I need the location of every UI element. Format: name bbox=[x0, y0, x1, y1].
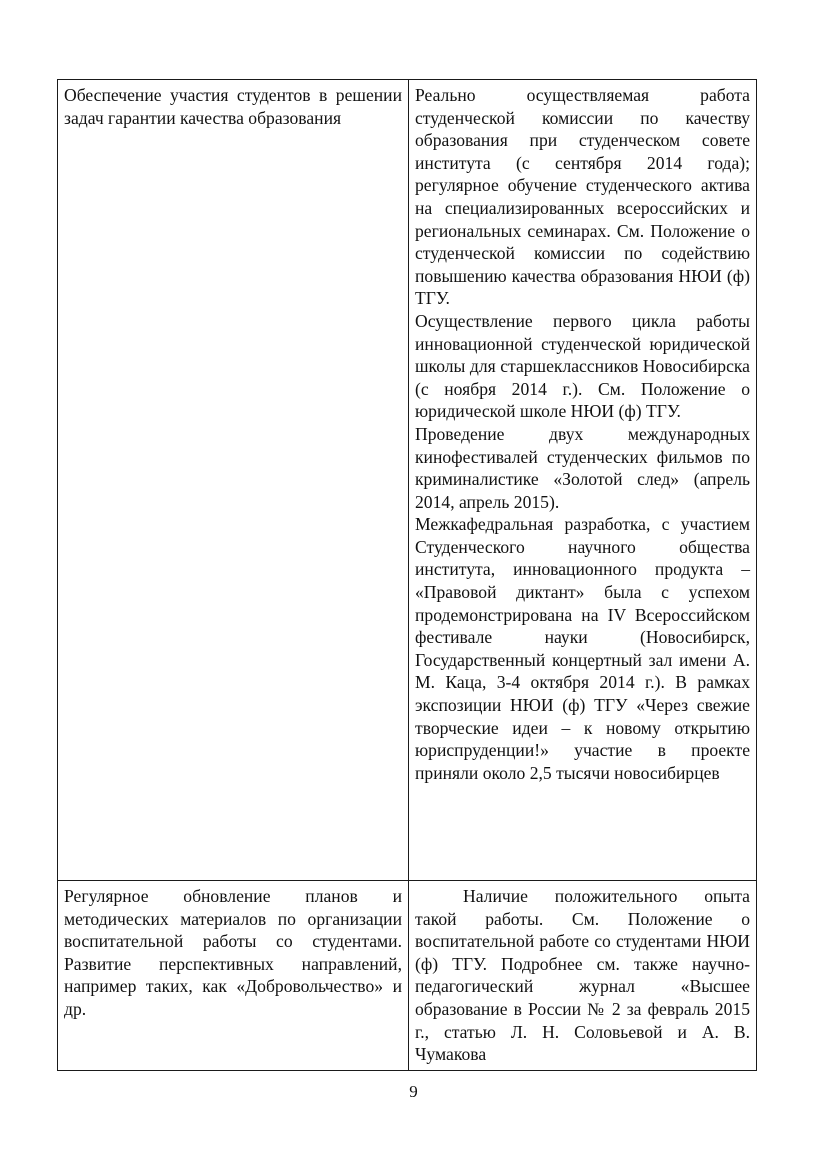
evidence-paragraph: Наличие положительного опыта такой работы. См. Положение о воспитательной работе со студентами НЮИ (ф) ТГУ. Подробнее см. также научно-педагогический журнал «Высшее образование в России № 2 за февраль 2015 г., статью Л. Н. Соловьевой и А. В. Чумакова bbox=[415, 886, 750, 1065]
evidence-paragraph: Межкафедральная разработка, с участием Студенческого научного общества института, инновационного продукта – «Правовой диктант» была с успехом продемонстрирована на IV Всероссийском фестивале науки (Новосибирск, Государственный концертный зал имени А. М. Каца, 3-4 октября 2014 г.). В рамках экспозиции НЮИ (ф) ТГУ «Через свежие творческие идеи – к новому открытию юриспруденции!» участие в проекте приняли около 2,5 тысячи новосибирцев bbox=[415, 514, 750, 783]
requirement-text: Регулярное обновление планов и методических материалов по организации воспитательной работы со студентами. Развитие перспективных направлений, например таких, как «Добровольчество» и др. bbox=[64, 886, 402, 1019]
table-row bbox=[58, 80, 757, 881]
requirement-text: Обеспечение участия студентов в решении задач гарантии качества образования bbox=[64, 85, 402, 128]
requirements-table bbox=[57, 79, 757, 1071]
requirement-cell bbox=[58, 80, 409, 881]
requirement-cell bbox=[58, 881, 409, 1071]
evidence-cell bbox=[409, 881, 757, 1071]
evidence-paragraph: Осуществление первого цикла работы инновационной студенческой юридической школы для старшеклассников Новосибирска (с ноября 2014 г.). См. Положение о юридической школе НЮИ (ф) ТГУ. bbox=[415, 310, 750, 422]
evidence-cell bbox=[409, 80, 757, 881]
page-number: 9 bbox=[409, 1082, 418, 1101]
evidence-paragraph: Реально осуществляемая работа студенческой комиссии по качеству образования при студенческом совете института (с сентября 2014 года); регулярное обучение студенческого актива на специализированных всероссийских и региональных семинарах. См. Положение о студенческой комиссии по содействию повышению качества образования НЮИ (ф) ТГУ. bbox=[415, 85, 750, 309]
evidence-paragraph: Проведение двух международных кинофестивалей студенческих фильмов по криминалистике «Золотой след» (апрель 2014, апрель 2015). bbox=[415, 423, 750, 512]
table-row bbox=[58, 881, 757, 1071]
